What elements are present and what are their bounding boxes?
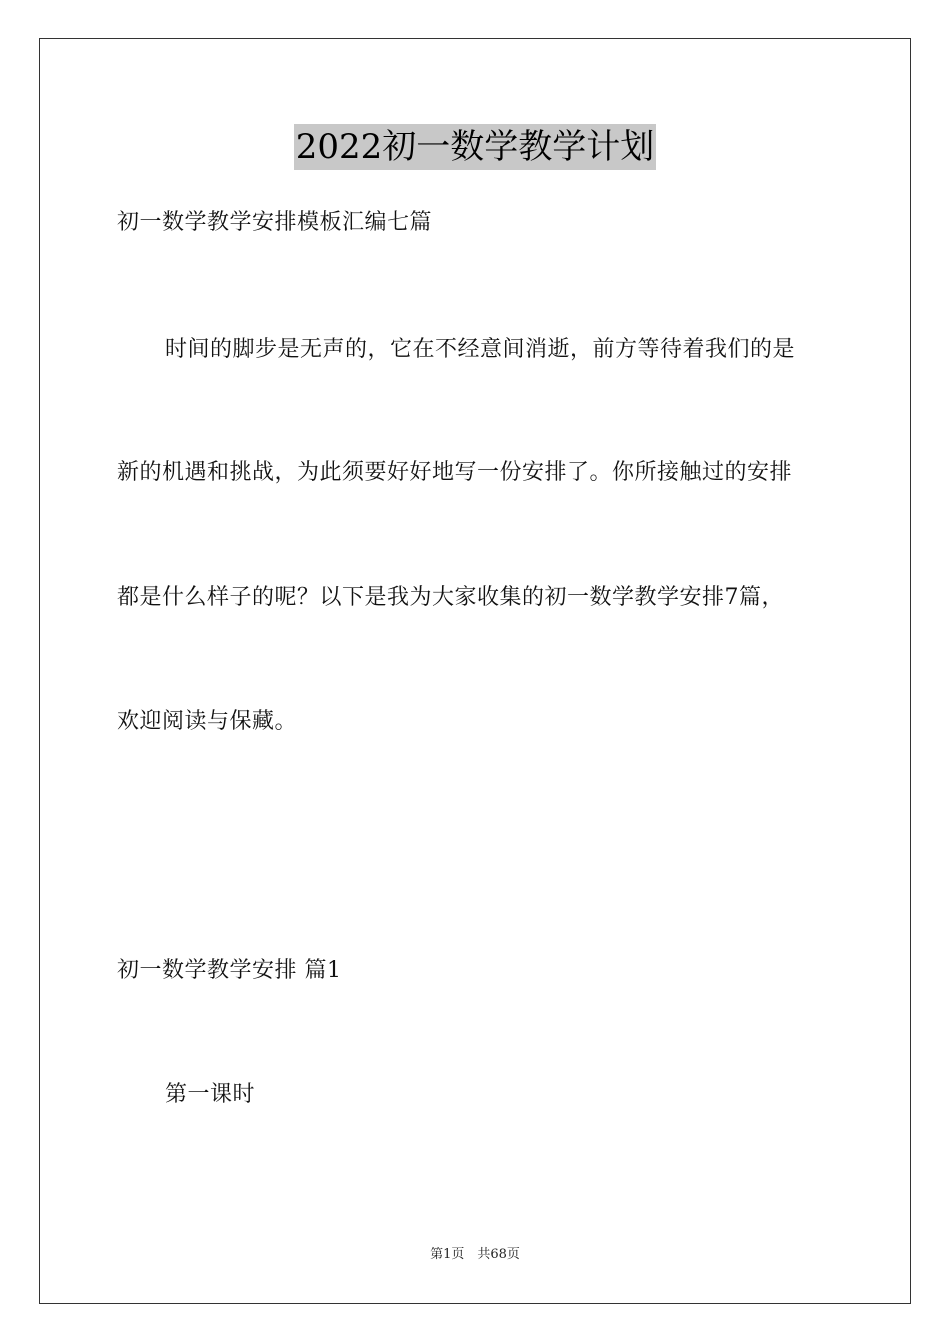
section-heading: 初一数学教学安排 篇1 bbox=[117, 958, 342, 983]
paragraph-line: 新的机遇和挑战，为此须要好好地写一份安排了。你所接触过的安排 bbox=[117, 460, 793, 485]
subheading: 第一课时 bbox=[165, 1082, 256, 1107]
document-title: 2022初一数学教学计划 bbox=[294, 124, 657, 170]
paragraph-line: 欢迎阅读与保藏。 bbox=[117, 709, 298, 734]
paragraph-line: 都是什么样子的呢？以下是我为大家收集的初一数学教学安排7篇， bbox=[117, 585, 784, 610]
title-container bbox=[0, 124, 950, 170]
paragraph-line: 时间的脚步是无声的，它在不经意间消逝，前方等待着我们的是 bbox=[165, 337, 796, 362]
document-subtitle: 初一数学教学安排模板汇编七篇 bbox=[117, 210, 433, 235]
page-number-footer: 第1页 共68页 bbox=[430, 1247, 520, 1262]
